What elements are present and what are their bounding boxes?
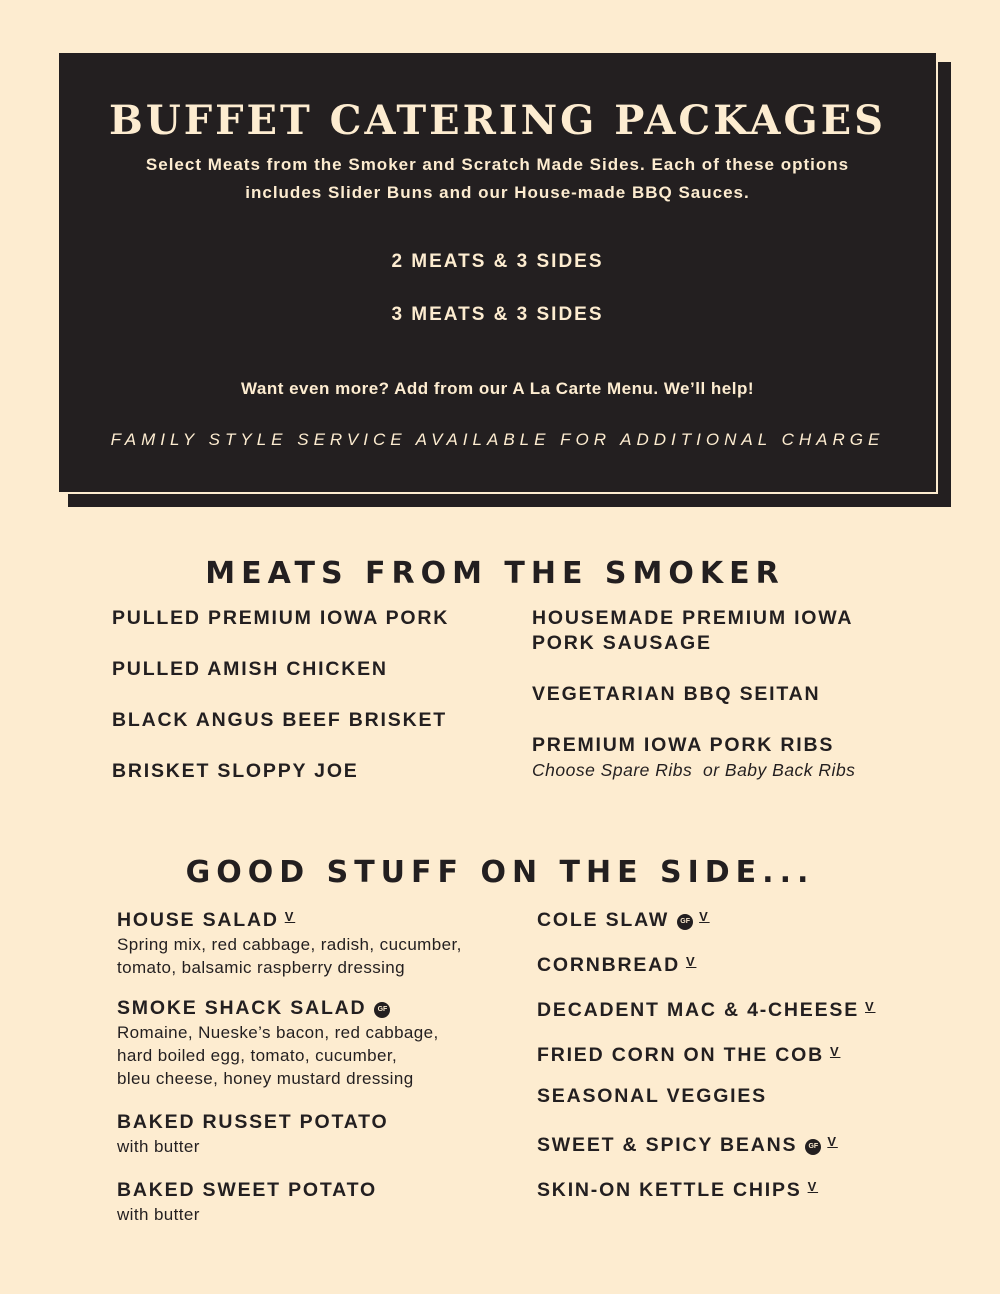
gluten-free-icon: GF (677, 914, 693, 930)
vegetarian-icon: V (865, 999, 876, 1014)
header-subtitle: Select Meats from the Smoker and Scratch Made Sides. Each of these options includes Slider Buns and our House-made BBQ Sauces. (145, 155, 850, 202)
vegetarian-icon: V (827, 1134, 838, 1149)
side-name: HOUSE SALAD (117, 909, 279, 931)
side-name: COLE SLAW (537, 909, 670, 931)
meat-item (532, 682, 820, 707)
vegetarian-icon: V (829, 1044, 841, 1059)
side-item (537, 1084, 767, 1109)
vegetarian-icon: V (807, 1179, 819, 1194)
side-description: with butter (117, 1137, 200, 1156)
side-name: DECADENT MAC & 4-CHEESE (537, 999, 860, 1021)
side-item (537, 904, 710, 933)
meat-name: BRISKET SLOPPY JOE (112, 760, 359, 782)
vegetarian-icon: V (284, 909, 296, 924)
side-item (117, 996, 439, 1090)
meat-name: VEGETARIAN BBQ SEITAN (532, 683, 821, 705)
side-description: bleu cheese, honey mustard dressing (117, 1069, 414, 1088)
family-style-note: FAMILY STYLE SERVICE AVAILABLE FOR ADDITIONAL CHARGE (110, 430, 885, 449)
meats-section-title: MEATS FROM THE SMOKER (205, 556, 785, 591)
side-name: CORNBREAD (537, 954, 680, 976)
meat-name: PULLED AMISH CHICKEN (112, 658, 388, 680)
side-item (117, 1110, 388, 1158)
meat-item (532, 606, 853, 656)
gluten-free-icon: GF (374, 1002, 390, 1018)
side-item (117, 904, 462, 979)
side-name: SEASONAL VEGGIES (537, 1085, 767, 1107)
side-item (537, 1174, 818, 1203)
side-name: SMOKE SHACK SALAD (117, 997, 367, 1019)
meat-name: HOUSEMADE PREMIUM IOWA (532, 607, 854, 629)
side-item (117, 1178, 377, 1226)
a-la-carte-note: Want even more? Add from our A La Carte Menu. We’ll help! (240, 379, 755, 398)
meat-note: Choose Spare Ribs or Baby Back Ribs (532, 760, 856, 780)
gluten-free-icon: GF (805, 1139, 821, 1155)
meat-name: PREMIUM IOWA PORK RIBS (532, 734, 835, 756)
side-description: tomato, balsamic raspberry dressing (117, 958, 406, 977)
meat-item (112, 657, 388, 682)
meat-item (112, 606, 449, 631)
meat-name: PULLED PREMIUM IOWA PORK (112, 607, 450, 629)
meat-name: PORK SAUSAGE (532, 632, 712, 654)
side-item (537, 1039, 840, 1068)
page-title: BUFFET CATERING PACKAGES (109, 97, 886, 144)
vegetarian-icon: V (685, 954, 697, 969)
side-item (537, 1129, 838, 1158)
sides-section-title: GOOD STUFF ON THE SIDE... (185, 855, 815, 890)
meat-item (112, 759, 359, 784)
vegetarian-icon: V (699, 909, 710, 924)
side-name: BAKED SWEET POTATO (117, 1179, 377, 1201)
meat-name: BLACK ANGUS BEEF BRISKET (112, 709, 447, 731)
meat-item (112, 708, 447, 733)
side-name: BAKED RUSSET POTATO (117, 1111, 389, 1133)
header-panel (57, 51, 938, 494)
package-option: 3 MEATS & 3 SIDES (391, 304, 604, 325)
meat-item (532, 733, 855, 783)
side-description: with butter (117, 1205, 200, 1224)
side-name: SKIN-ON KETTLE CHIPS (537, 1179, 802, 1201)
package-option: 2 MEATS & 3 SIDES (391, 251, 604, 272)
side-name: FRIED CORN ON THE COB (537, 1044, 824, 1066)
side-description: Spring mix, red cabbage, radish, cucumber, (117, 935, 462, 954)
side-name: SWEET & SPICY BEANS (537, 1134, 798, 1156)
side-description: Romaine, Nueske’s bacon, red cabbage, (117, 1023, 439, 1042)
side-item (537, 994, 876, 1023)
side-item (537, 949, 696, 978)
side-description: hard boiled egg, tomato, cucumber, (117, 1046, 398, 1065)
